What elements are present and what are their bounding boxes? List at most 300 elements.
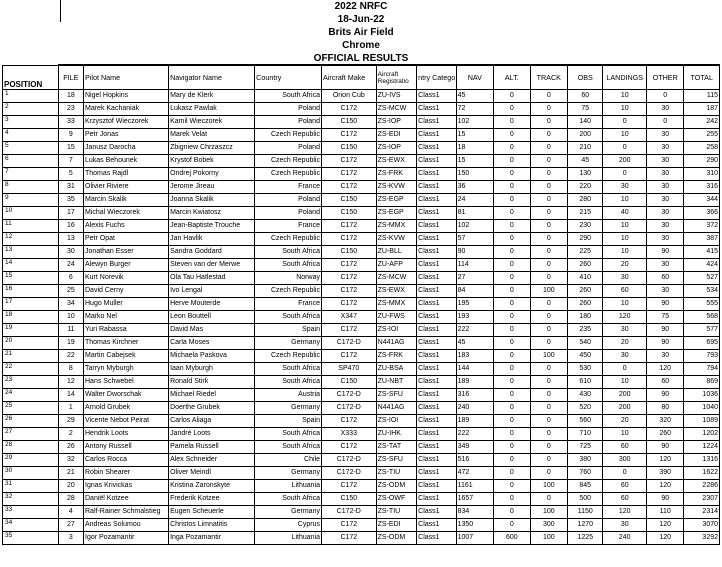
cell-registration: ZS-FRK <box>376 350 417 363</box>
cell-total: 1089 <box>684 415 720 428</box>
cell-total: 255 <box>684 129 720 142</box>
col-header-aircraft-make: Aircraft Make <box>321 65 376 90</box>
cell-obs: 280 <box>568 194 603 207</box>
cell-country: South Africa <box>255 363 322 376</box>
event-class: Chrome <box>342 40 380 51</box>
cell-registration: ZS-FRK <box>376 168 417 181</box>
cell-country: South Africa <box>255 441 322 454</box>
cell-category: Class1 <box>417 142 456 155</box>
cell-category: Class1 <box>417 155 456 168</box>
cell-landings: 200 <box>603 402 647 415</box>
cell-alt: 0 <box>494 298 530 311</box>
cell-alt: 0 <box>494 493 530 506</box>
cell-country: France <box>255 181 322 194</box>
cell-nav: 189 <box>456 415 493 428</box>
cell-other: 90 <box>646 389 683 402</box>
cell-category: Class1 <box>417 363 456 376</box>
cell-country: Germany <box>255 506 322 519</box>
cell-track: 0 <box>530 181 567 194</box>
cell-alt: 0 <box>494 324 530 337</box>
cell-country: Germany <box>255 467 322 480</box>
cell-pilot-name: Carlos Rocca <box>84 454 169 467</box>
cell-aircraft-make: C172 <box>321 220 376 233</box>
cell-pilot-name: Petr Jonas <box>84 129 169 142</box>
cell-pilot-name: Yuri Rabassa <box>84 324 169 337</box>
cell-pilot-name: Ignas Krivickas <box>84 480 169 493</box>
cell-file: 15 <box>58 142 83 155</box>
cell-navigator-name: Doerthe Grubek <box>169 402 255 415</box>
cell-other: 30 <box>646 181 683 194</box>
cell-total: 2307 <box>684 493 720 506</box>
cell-aircraft-make: C172-D <box>321 402 376 415</box>
cell-landings: 120 <box>603 311 647 324</box>
cell-track: 0 <box>530 311 567 324</box>
cell-pilot-name: Igor Pozamantir <box>84 532 169 545</box>
cell-country: South Africa <box>255 90 322 103</box>
cell-landings: 0 <box>603 467 647 480</box>
cell-category: Class1 <box>417 272 456 285</box>
cell-category: Class1 <box>417 532 456 545</box>
cell-aircraft-make: C172 <box>321 272 376 285</box>
cell-pilot-name: Robin Shearer <box>84 467 169 480</box>
cell-nav: 1350 <box>456 519 493 532</box>
cell-landings: 60 <box>603 285 647 298</box>
cell-track: 0 <box>530 298 567 311</box>
table-row <box>3 103 720 116</box>
cell-country: France <box>255 298 322 311</box>
cell-other: 390 <box>646 467 683 480</box>
cell-alt: 0 <box>494 311 530 324</box>
cell-country: Cyprus <box>255 519 322 532</box>
cell-total: 534 <box>684 285 720 298</box>
cell-landings: 120 <box>603 506 647 519</box>
col-header-landings: LANDINGS <box>603 65 647 90</box>
cell-nav: 102 <box>456 116 493 129</box>
cell-aircraft-make: C150 <box>321 116 376 129</box>
cell-category: Class1 <box>417 285 456 298</box>
cell-track: 0 <box>530 103 567 116</box>
cell-position: 31 <box>3 480 59 493</box>
table-row <box>3 454 720 467</box>
cell-navigator-name: Eugen Scheuerle <box>169 506 255 519</box>
cell-total: 242 <box>684 116 720 129</box>
cell-pilot-name: Arnold Grubek <box>84 402 169 415</box>
cell-position: 32 <box>3 493 59 506</box>
cell-total: 258 <box>684 142 720 155</box>
cell-registration: ZU-AFP <box>376 259 417 272</box>
cell-file: 19 <box>58 337 83 350</box>
cell-track: 100 <box>530 350 567 363</box>
table-row <box>3 129 720 142</box>
cell-aircraft-make: X347 <box>321 311 376 324</box>
cell-landings: 40 <box>603 207 647 220</box>
cell-alt: 0 <box>494 220 530 233</box>
cell-total: 794 <box>684 363 720 376</box>
cell-pilot-name: Hendrik Loots <box>84 428 169 441</box>
cell-registration: ZU-BSA <box>376 363 417 376</box>
cell-alt: 0 <box>494 103 530 116</box>
cell-alt: 0 <box>494 480 530 493</box>
cell-position: 25 <box>3 402 59 415</box>
cell-country: Czech Republic <box>255 233 322 246</box>
cell-file: 34 <box>58 298 83 311</box>
cell-pilot-name: Nigel Hopkins <box>84 90 169 103</box>
cell-track: 100 <box>530 285 567 298</box>
cell-pilot-name: Thomas Kirchner <box>84 337 169 350</box>
cell-nav: 516 <box>456 454 493 467</box>
cell-navigator-name: Marek Velat <box>169 129 255 142</box>
cell-obs: 260 <box>568 298 603 311</box>
cell-track: 0 <box>530 441 567 454</box>
col-header-category: ntry Catego <box>417 65 456 90</box>
cell-registration: ZS-MMX <box>376 220 417 233</box>
cell-obs: 200 <box>568 129 603 142</box>
cell-nav: 24 <box>456 194 493 207</box>
cell-obs: 210 <box>568 142 603 155</box>
cell-alt: 0 <box>494 376 530 389</box>
cell-file: 10 <box>58 311 83 324</box>
cell-nav: 114 <box>456 259 493 272</box>
cell-track: 0 <box>530 142 567 155</box>
cell-track: 0 <box>530 493 567 506</box>
cell-landings: 30 <box>603 324 647 337</box>
table-row <box>3 246 720 259</box>
cell-alt: 0 <box>494 350 530 363</box>
table-row <box>3 519 720 532</box>
cell-obs: 560 <box>568 415 603 428</box>
cell-pilot-name: Hugo Muller <box>84 298 169 311</box>
cell-nav: 1657 <box>456 493 493 506</box>
cell-navigator-name: Oliver Meindl <box>169 467 255 480</box>
cell-pilot-name: Daniël Kotzee <box>84 493 169 506</box>
cell-position: 7 <box>3 168 59 181</box>
cell-registration: ZS-SFU <box>376 454 417 467</box>
cell-aircraft-make: C172 <box>321 350 376 363</box>
cell-category: Class1 <box>417 350 456 363</box>
cell-alt: 0 <box>494 272 530 285</box>
cell-landings: 10 <box>603 428 647 441</box>
cell-file: 27 <box>58 519 83 532</box>
table-row <box>3 506 720 519</box>
cell-registration: N441AG <box>376 402 417 415</box>
cell-nav: 222 <box>456 428 493 441</box>
cell-file: 17 <box>58 207 83 220</box>
cell-nav: 27 <box>456 272 493 285</box>
cell-obs: 430 <box>568 389 603 402</box>
table-row <box>3 116 720 129</box>
cell-country: Lithuania <box>255 480 322 493</box>
cell-position: 16 <box>3 285 59 298</box>
cell-landings: 10 <box>603 194 647 207</box>
cell-total: 793 <box>684 350 720 363</box>
cell-navigator-name: Ola Tau Hatlestad <box>169 272 255 285</box>
cell-pilot-name: Janusz Darocha <box>84 142 169 155</box>
cell-aircraft-make: C172-D <box>321 337 376 350</box>
cell-obs: 1270 <box>568 519 603 532</box>
cell-navigator-name: Jean-Baptiste Trouche <box>169 220 255 233</box>
cell-other: 110 <box>646 506 683 519</box>
cell-pilot-name: Marcin Skalik <box>84 194 169 207</box>
cell-landings: 10 <box>603 103 647 116</box>
cell-obs: 180 <box>568 311 603 324</box>
cell-position: 29 <box>3 454 59 467</box>
col-header-navigator: Navigator Name <box>169 65 255 90</box>
cell-file: 7 <box>58 155 83 168</box>
cell-aircraft-make: C172-D <box>321 454 376 467</box>
cell-navigator-name: Kristina Zaronskyte <box>169 480 255 493</box>
cell-alt: 0 <box>494 415 530 428</box>
cell-nav: 81 <box>456 207 493 220</box>
cell-category: Class1 <box>417 181 456 194</box>
cell-position: 5 <box>3 142 59 155</box>
cell-navigator-name: David Mas <box>169 324 255 337</box>
cell-aircraft-make: Orion Cub <box>321 90 376 103</box>
cell-position: 30 <box>3 467 59 480</box>
cell-registration: ZS-EDI <box>376 519 417 532</box>
cell-file: 25 <box>58 285 83 298</box>
cell-aircraft-make: X333 <box>321 428 376 441</box>
cell-total: 1316 <box>684 454 720 467</box>
cell-obs: 225 <box>568 246 603 259</box>
cell-navigator-name: Michaela Paskova <box>169 350 255 363</box>
cell-navigator-name: Carla Moses <box>169 337 255 350</box>
cell-category: Class1 <box>417 298 456 311</box>
cell-other: 30 <box>646 285 683 298</box>
cell-alt: 0 <box>494 389 530 402</box>
cell-landings: 20 <box>603 337 647 350</box>
cell-obs: 220 <box>568 181 603 194</box>
cell-track: 0 <box>530 337 567 350</box>
cell-file: 32 <box>58 454 83 467</box>
cell-alt: 0 <box>494 142 530 155</box>
cell-other: 60 <box>646 272 683 285</box>
cell-registration: ZS-TIU <box>376 467 417 480</box>
cell-registration: ZS-EGP <box>376 194 417 207</box>
cell-track: 0 <box>530 129 567 142</box>
cell-other: 120 <box>646 480 683 493</box>
cell-category: Class1 <box>417 246 456 259</box>
cell-aircraft-make: C172 <box>321 415 376 428</box>
cell-aircraft-make: C172-D <box>321 506 376 519</box>
cell-registration: ZS-ODM <box>376 532 417 545</box>
cell-registration: ZU-BLL <box>376 246 417 259</box>
cell-position: 21 <box>3 350 59 363</box>
cell-alt: 0 <box>494 155 530 168</box>
cell-registration: ZS-IOP <box>376 116 417 129</box>
cell-file: 14 <box>58 389 83 402</box>
cell-track: 300 <box>530 519 567 532</box>
cell-other: 30 <box>646 259 683 272</box>
cell-aircraft-make: C172 <box>321 480 376 493</box>
cell-aircraft-make: C172-D <box>321 467 376 480</box>
cell-landings: 60 <box>603 493 647 506</box>
cell-file: 5 <box>58 168 83 181</box>
cell-track: 100 <box>530 532 567 545</box>
cell-track: 0 <box>530 233 567 246</box>
cell-nav: 189 <box>456 376 493 389</box>
cell-position: 10 <box>3 207 59 220</box>
cell-file: 8 <box>58 363 83 376</box>
cell-total: 366 <box>684 207 720 220</box>
cell-track: 100 <box>530 506 567 519</box>
cell-pilot-name: Alewyn Burger <box>84 259 169 272</box>
cell-registration: ZS-IOI <box>376 324 417 337</box>
cell-navigator-name: Leon Bouttell <box>169 311 255 324</box>
cell-landings: 300 <box>603 454 647 467</box>
cell-nav: 45 <box>456 90 493 103</box>
cell-position: 34 <box>3 519 59 532</box>
cell-nav: 316 <box>456 389 493 402</box>
cell-category: Class1 <box>417 337 456 350</box>
cell-file: 35 <box>58 194 83 207</box>
cell-landings: 60 <box>603 480 647 493</box>
cell-position: 13 <box>3 246 59 259</box>
cell-navigator-name: Michael Riedel <box>169 389 255 402</box>
cell-obs: 290 <box>568 233 603 246</box>
table-row <box>3 350 720 363</box>
cell-other: 90 <box>646 441 683 454</box>
cell-pilot-name: Krzysztof Wieczorek <box>84 116 169 129</box>
cell-pilot-name: Tarryn Myburgh <box>84 363 169 376</box>
cell-landings: 0 <box>603 168 647 181</box>
cell-aircraft-make: C172 <box>321 519 376 532</box>
cell-aircraft-make: C172 <box>321 532 376 545</box>
cell-pilot-name: Marek Kachaniak <box>84 103 169 116</box>
cell-position: 27 <box>3 428 59 441</box>
cell-nav: 57 <box>456 233 493 246</box>
cell-file: 26 <box>58 441 83 454</box>
cell-navigator-name: Lukasz Pawlak <box>169 103 255 116</box>
cell-country: Germany <box>255 402 322 415</box>
cell-other: 90 <box>646 324 683 337</box>
cell-total: 577 <box>684 324 720 337</box>
cell-obs: 60 <box>568 90 603 103</box>
cell-file: 2 <box>58 428 83 441</box>
cell-aircraft-make: C150 <box>321 376 376 389</box>
cell-position: 23 <box>3 376 59 389</box>
cell-file: 6 <box>58 272 83 285</box>
cell-total: 527 <box>684 272 720 285</box>
table-row <box>3 428 720 441</box>
cell-registration: ZS-TIU <box>376 506 417 519</box>
cell-total: 115 <box>684 90 720 103</box>
cell-aircraft-make: C172 <box>321 155 376 168</box>
cell-other: 260 <box>646 428 683 441</box>
cell-nav: 18 <box>456 142 493 155</box>
cell-total: 290 <box>684 155 720 168</box>
cell-position: 22 <box>3 363 59 376</box>
cell-obs: 610 <box>568 376 603 389</box>
cell-file: 1 <box>58 402 83 415</box>
cell-alt: 0 <box>494 181 530 194</box>
cell-registration: ZU-IHK <box>376 428 417 441</box>
cell-obs: 845 <box>568 480 603 493</box>
cell-total: 424 <box>684 259 720 272</box>
cell-aircraft-make: C172-D <box>321 389 376 402</box>
cell-total: 3292 <box>684 532 720 545</box>
cell-track: 0 <box>530 428 567 441</box>
cell-obs: 260 <box>568 285 603 298</box>
cell-nav: 102 <box>456 220 493 233</box>
cell-file: 12 <box>58 376 83 389</box>
cell-other: 60 <box>646 376 683 389</box>
cell-country: Norway <box>255 272 322 285</box>
cell-aircraft-make: C172 <box>321 298 376 311</box>
cell-position: 6 <box>3 155 59 168</box>
cell-file: 11 <box>58 324 83 337</box>
cell-category: Class1 <box>417 324 456 337</box>
cell-pilot-name: Hans Schwebel <box>84 376 169 389</box>
cell-landings: 30 <box>603 350 647 363</box>
cell-registration: ZS-ODM <box>376 480 417 493</box>
table-row <box>3 207 720 220</box>
cell-position: 35 <box>3 532 59 545</box>
cell-total: 415 <box>684 246 720 259</box>
cell-pilot-name: Lukas Behounek <box>84 155 169 168</box>
cell-navigator-name: Jan Havlik <box>169 233 255 246</box>
col-header-nav: NAV <box>456 65 493 90</box>
cell-registration: ZS-EWX <box>376 155 417 168</box>
cell-registration: ZS-MCW <box>376 272 417 285</box>
cell-alt: 0 <box>494 519 530 532</box>
cell-navigator-name: Joanna Skalik <box>169 194 255 207</box>
cell-registration: ZS-OWF <box>376 493 417 506</box>
cell-navigator-name: Ronald Stirk <box>169 376 255 389</box>
cell-nav: 15 <box>456 129 493 142</box>
event-venue: Brits Air Field <box>328 27 394 38</box>
cell-obs: 410 <box>568 272 603 285</box>
cell-obs: 260 <box>568 259 603 272</box>
cell-aircraft-make: C172 <box>321 441 376 454</box>
cell-position: 4 <box>3 129 59 142</box>
table-row <box>3 272 720 285</box>
cell-track: 0 <box>530 415 567 428</box>
cell-category: Class1 <box>417 415 456 428</box>
cell-other: 30 <box>646 155 683 168</box>
cell-category: Class1 <box>417 116 456 129</box>
col-header-registration: Aircraft Registratio <box>376 65 417 90</box>
cell-nav: 15 <box>456 155 493 168</box>
cell-pilot-name: Ralf-Rainer Schmalstieg <box>84 506 169 519</box>
cell-registration: ZU-IVS <box>376 90 417 103</box>
cell-total: 1224 <box>684 441 720 454</box>
cell-total: 3070 <box>684 519 720 532</box>
cell-pilot-name: Jonathan Esser <box>84 246 169 259</box>
cell-alt: 0 <box>494 207 530 220</box>
cell-registration: ZS-KVW <box>376 233 417 246</box>
cell-total: 316 <box>684 181 720 194</box>
col-header-pilot: Pilot Name <box>84 65 169 90</box>
cell-position: 19 <box>3 324 59 337</box>
cell-other: 30 <box>646 194 683 207</box>
cell-country: South Africa <box>255 376 322 389</box>
table-row <box>3 441 720 454</box>
cell-country: Lithuania <box>255 532 322 545</box>
cell-position: 3 <box>3 116 59 129</box>
cell-file: 21 <box>58 467 83 480</box>
cell-track: 0 <box>530 389 567 402</box>
cell-registration: ZS-EDI <box>376 129 417 142</box>
cell-landings: 20 <box>603 259 647 272</box>
cell-pilot-name: Marko Nel <box>84 311 169 324</box>
cell-navigator-name: Herve Mouterde <box>169 298 255 311</box>
cell-navigator-name: Iaan Myburgh <box>169 363 255 376</box>
table-row <box>3 259 720 272</box>
cell-pilot-name: Andreas Solumou <box>84 519 169 532</box>
table-row <box>3 168 720 181</box>
cell-aircraft-make: C172 <box>321 233 376 246</box>
cell-country: South Africa <box>255 246 322 259</box>
